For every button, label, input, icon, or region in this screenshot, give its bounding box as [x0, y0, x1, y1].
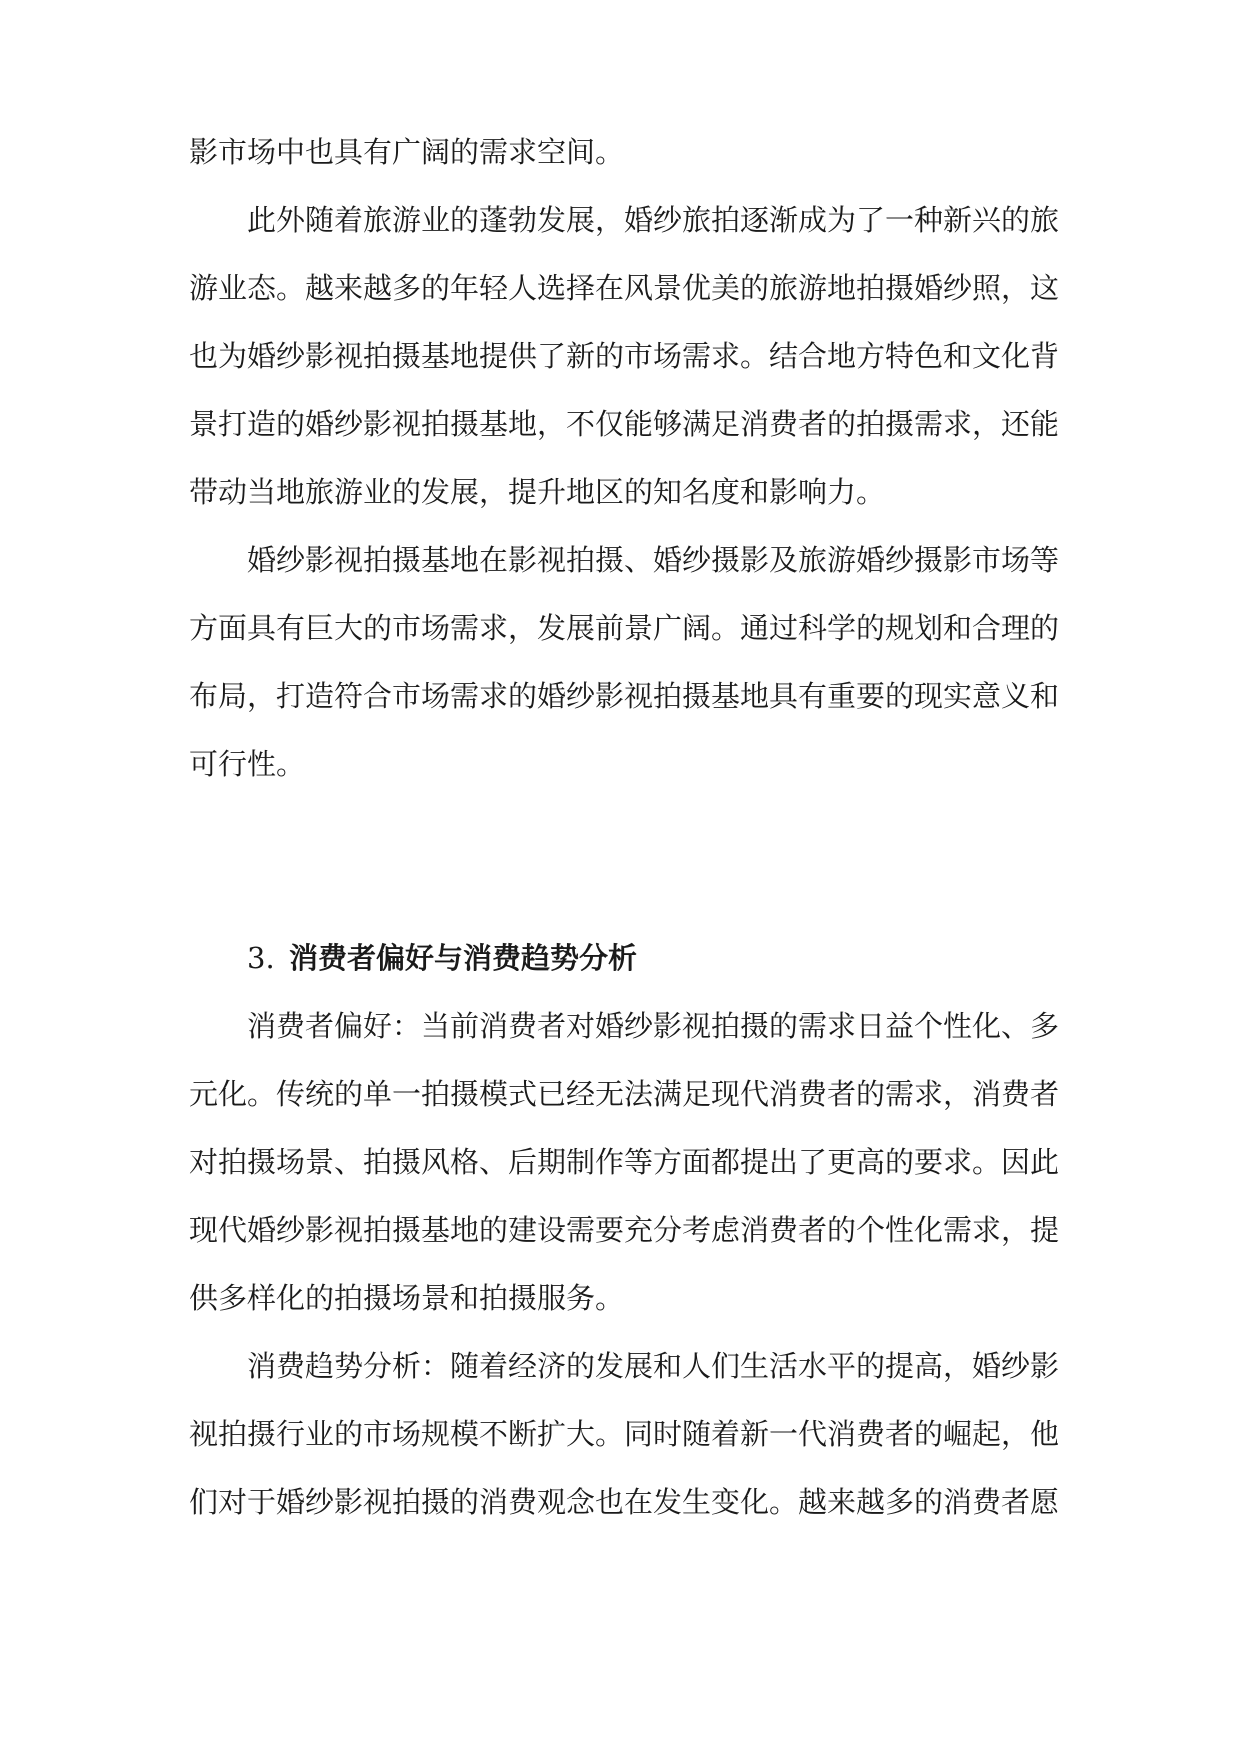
paragraph-line: 带动当地旅游业的发展，提升地区的知名度和影响力。 — [189, 475, 886, 509]
paragraph-line: 可行性。 — [189, 747, 306, 781]
paragraph-line: 婚纱影视拍摄基地在影视拍摄、婚纱摄影及旅游婚纱摄影市场等 — [247, 543, 1060, 577]
paragraph-line: 视拍摄行业的市场规模不断扩大。同时随着新一代消费者的崛起，他 — [189, 1417, 1060, 1451]
paragraph-line: 方面具有巨大的市场需求，发展前景广阔。通过科学的规划和合理的 — [189, 611, 1060, 645]
paragraph-line: 对拍摄场景、拍摄风格、后期制作等方面都提出了更高的要求。因此 — [189, 1145, 1060, 1179]
section-heading — [247, 938, 637, 978]
paragraph-line: 元化。传统的单一拍摄模式已经无法满足现代消费者的需求，消费者 — [189, 1077, 1060, 1111]
paragraph-line: 消费趋势分析：随着经济的发展和人们生活水平的提高，婚纱影 — [247, 1349, 1060, 1383]
paragraph-line: 影市场中也具有广阔的需求空间。 — [189, 135, 625, 169]
paragraph-line: 现代婚纱影视拍摄基地的建设需要充分考虑消费者的个性化需求，提 — [189, 1213, 1060, 1247]
paragraph-line: 也为婚纱影视拍摄基地提供了新的市场需求。结合地方特色和文化背 — [189, 339, 1060, 373]
paragraph-line: 景打造的婚纱影视拍摄基地，不仅能够满足消费者的拍摄需求，还能 — [189, 407, 1060, 441]
paragraph-line: 供多样化的拍摄场景和拍摄服务。 — [189, 1281, 625, 1315]
section-number: 3. — [247, 941, 275, 975]
paragraph-line: 消费者偏好：当前消费者对婚纱影视拍摄的需求日益个性化、多 — [247, 1009, 1060, 1043]
paragraph-line: 游业态。越来越多的年轻人选择在风景优美的旅游地拍摄婚纱照，这 — [189, 271, 1060, 305]
paragraph-line: 布局，打造符合市场需求的婚纱影视拍摄基地具有重要的现实意义和 — [189, 679, 1060, 713]
section-title: 消费者偏好与消费趋势分析 — [289, 941, 638, 975]
paragraph-line: 们对于婚纱影视拍摄的消费观念也在发生变化。越来越多的消费者愿 — [189, 1485, 1060, 1519]
paragraph-line: 此外随着旅游业的蓬勃发展，婚纱旅拍逐渐成为了一种新兴的旅 — [247, 203, 1060, 237]
